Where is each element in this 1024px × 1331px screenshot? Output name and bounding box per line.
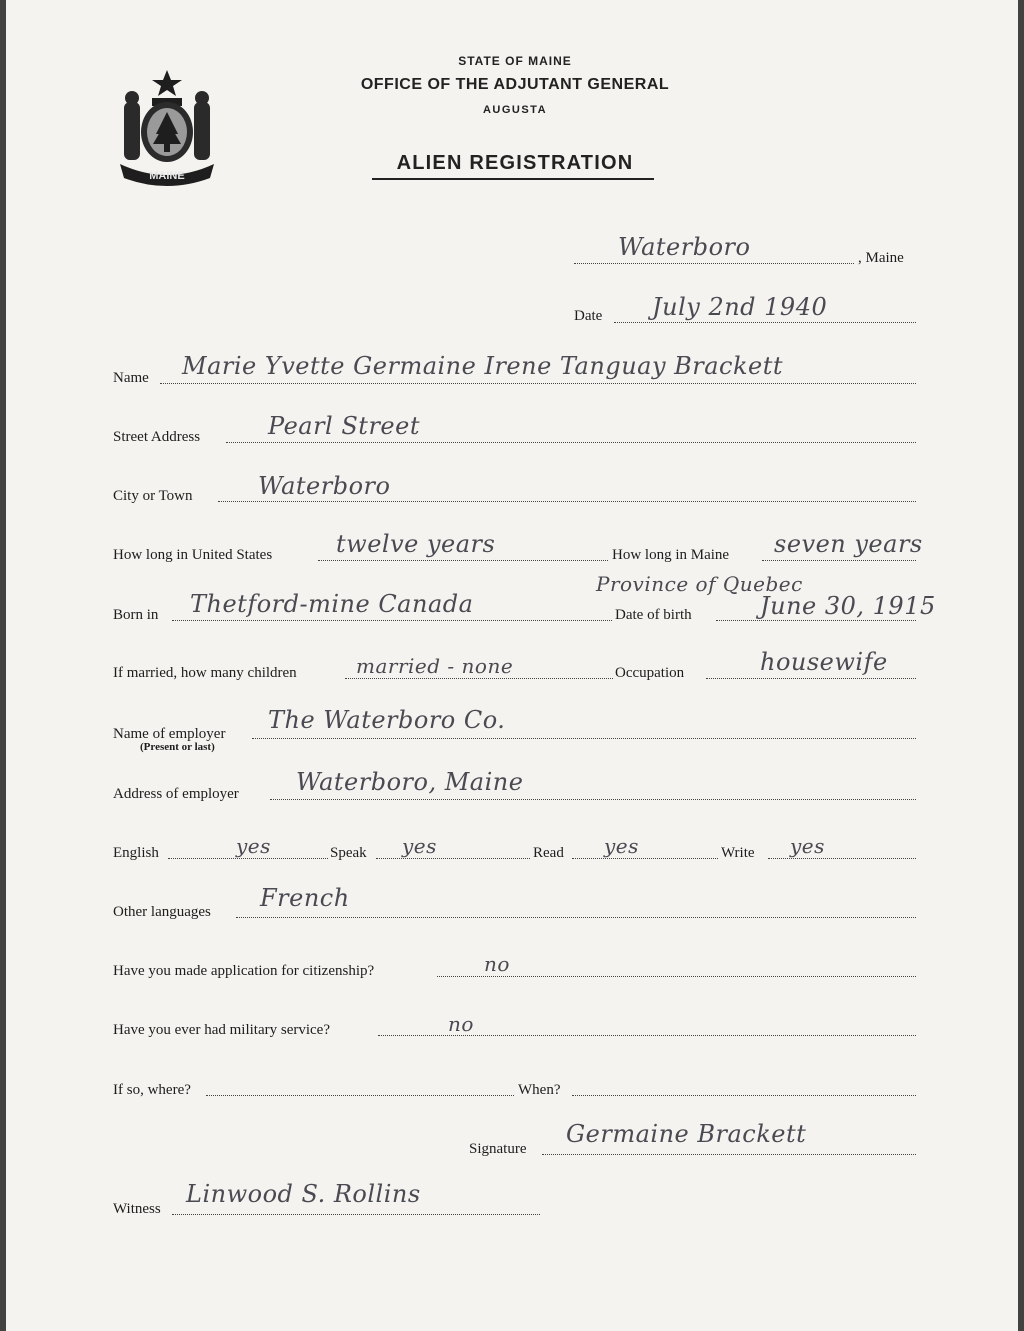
when-line [572,1095,916,1096]
place-value[interactable]: Waterboro [618,233,751,261]
us-years-value[interactable]: twelve years [336,530,496,558]
witness-label: Witness [113,1201,161,1217]
signature-line [542,1154,916,1155]
other-languages-value[interactable]: French [260,884,350,912]
us-years-label: How long in United States [113,547,273,563]
street-line [226,442,916,443]
employer-label: Name of employer [113,726,226,742]
header-city: AUGUSTA [482,104,548,116]
dob-value[interactable]: June 30, 1915 [760,592,936,620]
name-line [160,383,916,384]
citizenship-label: Have you made application for citizenship? [113,963,375,979]
city-line [218,501,916,502]
military-label: Have you ever had military service? [113,1022,330,1038]
speak-line [376,858,530,859]
occupation-line [706,678,916,679]
signature-value[interactable]: Germaine Brackett [566,1120,807,1148]
where-label: If so, where? [113,1082,191,1098]
witness-value[interactable]: Linwood S. Rollins [186,1180,421,1208]
read-value[interactable]: yes [604,834,639,858]
place-suffix: , Maine [858,250,904,266]
street-value[interactable]: Pearl Street [268,412,420,440]
date-line [614,322,916,323]
read-line [572,858,718,859]
signature-label: Signature [469,1141,527,1157]
read-label: Read [533,845,564,861]
header-office: OFFICE OF THE ADJUTANT GENERAL [360,76,670,93]
occupation-label: Occupation [615,665,685,681]
maine-state-seal-icon [112,68,222,188]
other-languages-line [236,917,916,918]
dob-line [716,620,916,621]
write-value[interactable]: yes [790,834,825,858]
employer-sublabel: (Present or last) [140,741,215,753]
maine-years-value[interactable]: seven years [774,530,923,558]
date-label: Date [574,308,603,324]
employer-address-value[interactable]: Waterboro, Maine [296,768,524,796]
us-years-line [318,560,608,561]
form-title: ALIEN REGISTRATION [396,152,634,174]
speak-value[interactable]: yes [402,834,437,858]
dob-label: Date of birth [615,607,692,623]
speak-label: Speak [330,845,367,861]
maine-years-label: How long in Maine [612,547,730,563]
header-state: STATE OF MAINE [458,54,572,68]
english-label: English [113,845,159,861]
when-label: When? [518,1082,561,1098]
english-value[interactable]: yes [236,834,271,858]
where-line [206,1095,514,1096]
scan-edge-right [1018,0,1024,1331]
other-languages-label: Other languages [113,904,211,920]
seal-text: MAINE [149,170,185,182]
street-label: Street Address [113,429,201,445]
born-label: Born in [113,607,159,623]
employer-address-label: Address of employer [113,786,239,802]
place-line [574,263,854,264]
write-label: Write [721,845,755,861]
witness-line [172,1214,540,1215]
date-value[interactable]: July 2nd 1940 [652,293,828,321]
name-value[interactable]: Marie Yvette Germaine Irene Tanguay Brackett [182,352,784,380]
born-province-value[interactable]: Province of Quebec [596,572,803,596]
occupation-value[interactable]: housewife [760,648,888,676]
city-value[interactable]: Waterboro [258,472,391,500]
born-line [172,620,612,621]
children-label: If married, how many children [113,665,297,681]
employer-address-line [270,799,916,800]
children-value[interactable]: married - none [356,654,514,678]
scan-edge-left [0,0,6,1331]
born-value[interactable]: Thetford-mine Canada [190,590,474,618]
title-underline [372,178,654,180]
name-label: Name [113,370,149,386]
military-value[interactable]: no [448,1012,474,1036]
city-label: City or Town [113,488,193,504]
maine-years-line [762,560,916,561]
employer-line [252,738,916,739]
citizenship-value[interactable]: no [484,952,510,976]
employer-value[interactable]: The Waterboro Co. [268,706,506,734]
